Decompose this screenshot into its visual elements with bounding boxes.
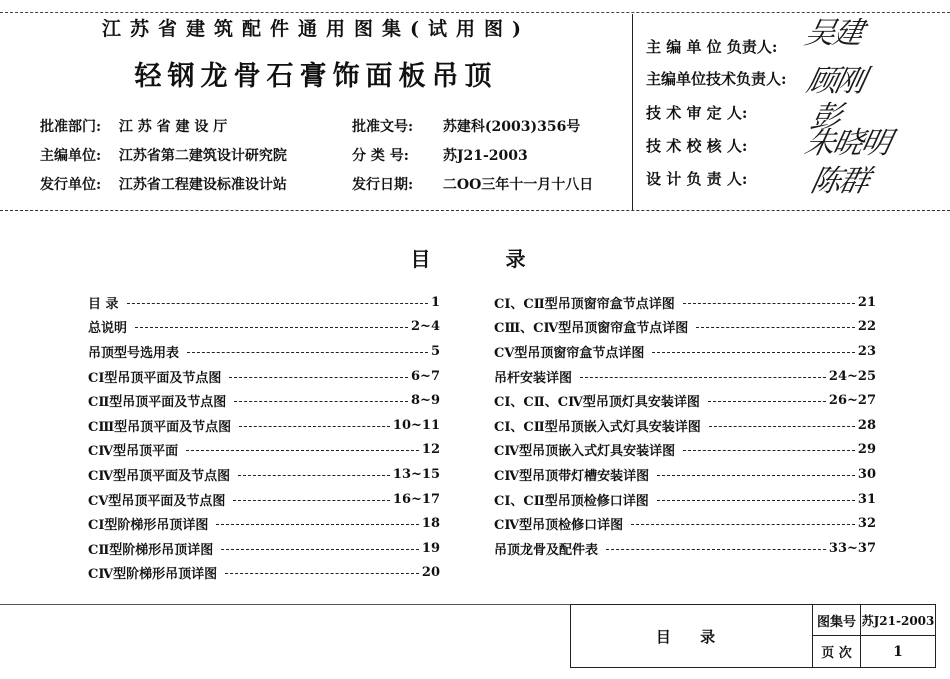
toc-item — [494, 487, 876, 512]
toc-item-page: 23 — [857, 343, 876, 359]
responsible-label: 主编单位技术负责人: — [646, 70, 787, 88]
toc-item — [494, 511, 876, 536]
toc-leader — [631, 524, 855, 525]
toc-leader — [234, 401, 408, 402]
toc-item-title: CⅡ型阶梯形吊顶详图 — [88, 542, 214, 558]
responsible-row — [646, 36, 806, 57]
toc-item-page: 26~27 — [828, 393, 876, 409]
header-divider — [632, 14, 633, 210]
signature: 陈群 — [807, 164, 871, 199]
toc-item-page: 13~15 — [392, 466, 440, 482]
toc-item-title: 吊杆安装详图 — [494, 370, 573, 386]
toc-leader — [229, 377, 408, 378]
toc-title: 目 录 — [410, 247, 560, 271]
info-row-approval-dept — [40, 116, 227, 136]
toc-leader — [221, 549, 419, 550]
info-label: 批准部门: — [40, 119, 102, 135]
toc-item — [494, 438, 876, 463]
page-label: 页 次 — [813, 636, 861, 667]
toc-item — [88, 388, 440, 413]
toc-leader — [683, 450, 855, 451]
toc-item — [88, 462, 440, 487]
info-row-publisher — [40, 174, 287, 194]
toc-item-page: 21 — [857, 294, 876, 310]
toc-leader — [216, 524, 418, 525]
toc-item-page: 18 — [421, 516, 440, 532]
toc-item — [494, 364, 876, 389]
toc-item-page: 29 — [857, 442, 876, 458]
toc-item-title: 吊顶龙骨及配件表 — [494, 542, 599, 558]
toc-leader — [709, 426, 855, 427]
top-border-line — [0, 12, 950, 13]
toc-leader — [657, 475, 855, 476]
page-title: 轻钢龙骨石膏饰面板吊顶 — [134, 61, 498, 92]
toc-item-title: CⅠ型吊顶平面及节点图 — [88, 370, 222, 386]
toc-item-page: 30 — [857, 466, 876, 482]
toc-item-title: CⅣ型吊顶平面及节点图 — [88, 468, 231, 484]
toc-item-page: 12 — [421, 442, 440, 458]
info-value: 江苏省第二建筑设计研究院 — [118, 148, 287, 164]
info-row-issue-date — [352, 174, 593, 194]
toc-item — [88, 315, 440, 340]
header-rule — [0, 210, 950, 211]
toc-item-page: 24~25 — [828, 368, 876, 384]
toc-leader — [135, 327, 408, 328]
toc-item-title: CⅣ型吊顶带灯槽安装详图 — [494, 468, 650, 484]
toc-right-column — [494, 290, 876, 561]
toc-item-title: CⅣ型阶梯形吊顶详图 — [88, 567, 218, 583]
toc-item-title: 吊顶型号选用表 — [88, 345, 180, 361]
bottom-rule — [0, 604, 570, 605]
toc-item-title: CⅠ、CⅡ型吊顶嵌入式灯具安装详图 — [494, 419, 701, 435]
info-row-approval-no — [352, 116, 580, 136]
toc-item — [494, 536, 876, 561]
toc-item — [494, 339, 876, 364]
info-label: 发行日期: — [352, 177, 414, 193]
toc-item — [494, 388, 876, 413]
toc-item-title: CⅢ型吊顶平面及节点图 — [88, 419, 232, 435]
toc-item — [494, 290, 876, 315]
toc-item-title: CⅢ、CⅣ型吊顶窗帘盒节点详图 — [494, 321, 689, 337]
toc-item-page: 8~9 — [411, 393, 440, 409]
toc-item-page: 16~17 — [392, 491, 440, 507]
toc-item — [88, 561, 440, 586]
info-value: 苏J21-2003 — [442, 148, 528, 164]
toc-leader — [186, 450, 419, 451]
toc-item-page: 20 — [421, 565, 440, 581]
page-value: 1 — [893, 643, 903, 660]
responsible-row — [646, 135, 806, 156]
toc-item-title: 总说明 — [88, 321, 128, 337]
info-row-class-no — [352, 145, 528, 165]
info-label: 发行单位: — [40, 177, 102, 193]
signature: 彭 — [807, 100, 843, 135]
toc-leader — [708, 401, 826, 402]
toc-leader — [696, 327, 855, 328]
info-label: 批准文号: — [352, 119, 414, 135]
signature: 朱晓明 — [801, 126, 893, 161]
info-value: 江苏省工程建设标准设计站 — [118, 177, 287, 193]
toc-item — [88, 536, 440, 561]
toc-item-page: 1 — [430, 294, 440, 310]
toc-leader — [580, 377, 826, 378]
responsible-row — [646, 68, 806, 89]
toc-item-title: CⅤ型吊顶平面及节点图 — [88, 493, 226, 509]
toc-item-title: CⅠ型阶梯形吊顶详图 — [88, 518, 209, 534]
toc-item-title: CⅤ型吊顶窗帘盒节点详图 — [494, 345, 645, 361]
toc-item-page: 5 — [430, 343, 440, 359]
toc-leader — [233, 500, 389, 501]
responsible-label: 技 术 审 定 人: — [646, 104, 748, 122]
title-block — [570, 604, 936, 668]
info-label: 主编单位: — [40, 148, 102, 164]
toc-leader — [127, 303, 428, 304]
toc-item-title: 目 录 — [88, 296, 119, 312]
toc-item-page: 10~11 — [392, 417, 440, 433]
toc-item-title: CⅣ型吊顶平面 — [88, 444, 179, 460]
toc-item — [494, 315, 876, 340]
info-value: 二OO三年十一月十八日 — [442, 177, 594, 193]
toc-item-page: 2~4 — [411, 319, 440, 335]
toc-item — [494, 413, 876, 438]
toc-item — [88, 438, 440, 463]
toc-leader — [606, 549, 826, 550]
toc-item — [88, 364, 440, 389]
series-title: 江苏省建筑配件通用图集(试用图) — [102, 18, 530, 40]
toc-left-column — [88, 290, 440, 585]
toc-item-title: CⅡ型吊顶平面及节点图 — [88, 395, 227, 411]
toc-leader — [239, 426, 390, 427]
atlas-value: 苏J21-2003 — [861, 605, 935, 636]
responsible-label: 设 计 负 责 人: — [646, 170, 748, 188]
responsible-label: 技 术 校 核 人: — [646, 137, 748, 155]
toc-item-page: 19 — [421, 540, 440, 556]
toc-item — [88, 290, 440, 315]
toc-leader — [657, 500, 855, 501]
toc-item-page: 22 — [857, 319, 876, 335]
atlas-label: 图集号 — [813, 605, 861, 636]
responsible-label: 主 编 单 位 负责人: — [646, 38, 778, 56]
info-row-chief-unit — [40, 145, 287, 165]
signature: 顾刚 — [803, 64, 867, 99]
toc-leader — [652, 352, 854, 353]
toc-item — [88, 511, 440, 536]
info-value: 苏建科(2003)356号 — [442, 119, 581, 135]
signature: 吴建 — [801, 16, 865, 51]
toc-leader — [225, 573, 419, 574]
toc-item-title: CⅠ、CⅡ、CⅣ型吊顶灯具安装详图 — [494, 395, 700, 411]
toc-item-title: CⅠ、CⅡ型吊顶检修口详图 — [494, 493, 649, 509]
toc-item-page: 31 — [857, 491, 876, 507]
toc-leader — [683, 303, 855, 304]
toc-item — [88, 339, 440, 364]
toc-item — [494, 462, 876, 487]
responsible-row — [646, 168, 806, 189]
toc-leader — [238, 475, 390, 476]
info-label: 分 类 号: — [352, 148, 409, 164]
toc-leader — [187, 352, 428, 353]
toc-item-page: 32 — [857, 516, 876, 532]
toc-item-title: CⅠ、CⅡ型吊顶窗帘盒节点详图 — [494, 296, 675, 312]
toc-item — [88, 413, 440, 438]
responsible-row — [646, 102, 806, 123]
info-value: 江 苏 省 建 设 厅 — [118, 119, 228, 135]
title-block-name: 目 录 — [571, 605, 813, 667]
toc-item-page: 28 — [857, 417, 876, 433]
toc-item-title: CⅣ型吊顶检修口详图 — [494, 518, 624, 534]
toc-item-page: 33~37 — [828, 540, 876, 556]
toc-item — [88, 487, 440, 512]
toc-item-page: 6~7 — [411, 368, 440, 384]
toc-item-title: CⅣ型吊顶嵌入式灯具安装详图 — [494, 444, 676, 460]
